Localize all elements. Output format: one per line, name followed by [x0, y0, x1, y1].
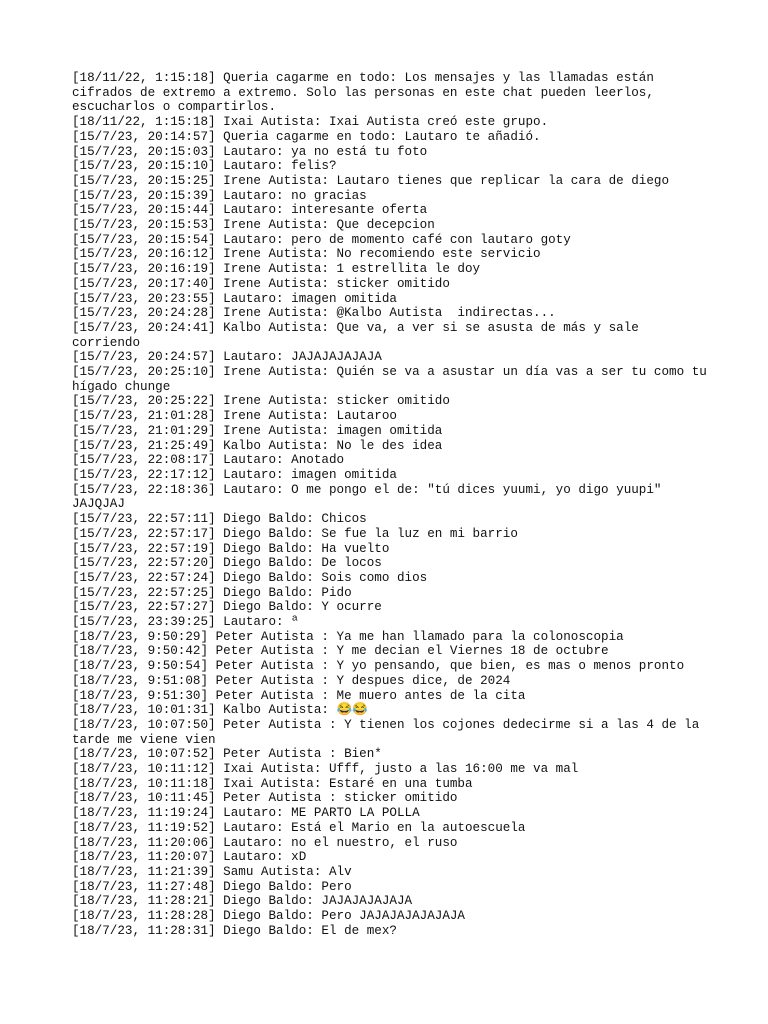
- chat-line: [15/7/23, 20:23:55] Lautaro: imagen omitida: [72, 291, 397, 306]
- chat-line: [15/7/23, 20:17:40] Irene Autista: sticker omitido: [72, 276, 450, 291]
- chat-line: [18/7/23, 10:11:18] Ixai Autista: Estaré en una tumba: [72, 776, 473, 791]
- chat-line: [15/7/23, 20:15:53] Irene Autista: Que decepcion: [72, 218, 435, 233]
- chat-line: [15/7/23, 20:15:25] Irene Autista: Lautaro tienes que replicar la cara de diego: [72, 173, 670, 188]
- chat-line: [18/7/23, 11:20:06] Lautaro: no el nuestro, el ruso: [72, 835, 458, 850]
- chat-line: [15/7/23, 22:08:17] Lautaro: Anotado: [72, 453, 345, 468]
- chat-line: [15/7/23, 20:25:22] Irene Autista: sticker omitido: [72, 394, 450, 409]
- chat-line: [18/7/23, 9:50:54] Peter Autista : Y yo pensando, que bien, es mas o menos pronto: [72, 659, 685, 674]
- chat-line: [15/7/23, 20:24:41] Kalbo Autista: Que va, a ver si se asusta de más y sale corriendo: [72, 320, 647, 350]
- chat-line: [15/7/23, 22:57:25] Diego Baldo: Pido: [72, 585, 352, 600]
- chat-line: [15/7/23, 20:15:03] Lautaro: ya no está tu foto: [72, 144, 428, 159]
- chat-line: [15/7/23, 20:24:28] Irene Autista: @Kalbo Autista indirectas...: [72, 306, 556, 321]
- chat-line: [15/7/23, 22:57:11] Diego Baldo: Chicos: [72, 512, 367, 527]
- chat-line: [15/7/23, 22:18:36] Lautaro: O me pongo el de: "tú dices yuumi, yo digo yuupi" JAJQJAJ: [72, 482, 670, 512]
- chat-line: [15/7/23, 22:17:12] Lautaro: imagen omitida: [72, 467, 397, 482]
- chat-line: [18/7/23, 11:19:24] Lautaro: ME PARTO LA POLLA: [72, 806, 420, 821]
- chat-line: [15/7/23, 20:24:57] Lautaro: JAJAJAJAJAJA: [72, 350, 382, 365]
- chat-line: [15/7/23, 21:01:28] Irene Autista: Lautaroo: [72, 409, 397, 424]
- chat-line: [15/7/23, 20:15:10] Lautaro: felis?: [72, 159, 337, 174]
- chat-line: [18/7/23, 11:20:07] Lautaro: xD: [72, 850, 307, 865]
- chat-line: [18/7/23, 11:28:31] Diego Baldo: El de mex?: [72, 923, 397, 938]
- chat-line: [15/7/23, 22:57:17] Diego Baldo: Se fue la luz en mi barrio: [72, 526, 518, 541]
- chat-transcript: [72, 71, 715, 938]
- chat-line: [18/7/23, 11:27:48] Diego Baldo: Pero: [72, 879, 352, 894]
- chat-line: [15/7/23, 21:25:49] Kalbo Autista: No le des idea: [72, 438, 443, 453]
- chat-line: [18/7/23, 9:51:30] Peter Autista : Me muero antes de la cita: [72, 688, 526, 703]
- chat-line: [15/7/23, 22:57:27] Diego Baldo: Y ocurre: [72, 600, 382, 615]
- chat-line: [15/7/23, 20:25:10] Irene Autista: Quién se va a asustar un día vas a ser tu como tu hígado chunge: [72, 365, 715, 394]
- chat-line: [18/7/23, 10:07:50] Peter Autista : Y tienen los cojones dedecirme si a las 4 de la tarde me viene vien: [72, 717, 707, 747]
- chat-line: [15/7/23, 20:14:57] Queria cagarme en todo: Lautaro te añadió.: [72, 129, 541, 144]
- chat-line: [15/7/23, 20:15:44] Lautaro: interesante oferta: [72, 203, 428, 218]
- chat-line: [15/7/23, 20:16:12] Irene Autista: No recomiendo este servicio: [72, 247, 541, 262]
- chat-line: [15/7/23, 22:57:19] Diego Baldo: Ha vuelto: [72, 541, 390, 556]
- chat-line: [15/7/23, 22:57:24] Diego Baldo: Sois como dios: [72, 570, 428, 585]
- chat-line: [15/7/23, 22:57:20] Diego Baldo: De locos: [72, 556, 382, 571]
- chat-line: [18/7/23, 10:07:52] Peter Autista : Bien*: [72, 747, 382, 762]
- chat-line: [15/7/23, 20:15:54] Lautaro: pero de momento café con lautaro goty: [72, 232, 571, 247]
- chat-line: [18/7/23, 11:21:39] Samu Autista: Alv: [72, 864, 352, 879]
- chat-line: [15/7/23, 23:39:25] Lautaro: ª: [72, 615, 299, 630]
- chat-line: [18/7/23, 11:28:28] Diego Baldo: Pero JAJAJAJAJAJAJA: [72, 909, 465, 924]
- chat-line: [18/7/23, 9:50:29] Peter Autista : Ya me han llamado para la colonoscopia: [72, 629, 624, 644]
- chat-line: [18/11/22, 1:15:18] Ixai Autista: Ixai Autista creó este grupo.: [72, 115, 549, 130]
- chat-line: [18/7/23, 11:28:21] Diego Baldo: JAJAJAJAJAJA: [72, 894, 413, 909]
- chat-line: [18/7/23, 11:19:52] Lautaro: Está el Mario en la autoescuela: [72, 820, 526, 835]
- chat-line: [18/7/23, 9:50:42] Peter Autista : Y me decian el Viernes 18 de octubre: [72, 644, 609, 659]
- chat-line: [18/7/23, 9:51:08] Peter Autista : Y despues dice, de 2024: [72, 673, 511, 688]
- chat-line: [18/7/23, 10:11:12] Ixai Autista: Ufff, justo a las 16:00 me va mal: [72, 762, 579, 777]
- chat-line: [18/7/23, 10:11:45] Peter Autista : sticker omitido: [72, 791, 458, 806]
- chat-line: [15/7/23, 21:01:29] Irene Autista: imagen omitida: [72, 423, 443, 438]
- chat-line: [18/11/22, 1:15:18] Queria cagarme en todo: Los mensajes y las llamadas están cifrados de extremo a extremo. Solo las personas en este chat pueden leerlos, escucharlos o compartirlos.: [72, 71, 662, 115]
- chat-line: [15/7/23, 20:15:39] Lautaro: no gracias: [72, 188, 367, 203]
- chat-line: [18/7/23, 10:01:31] Kalbo Autista: 😂😂: [72, 703, 368, 718]
- chat-line: [15/7/23, 20:16:19] Irene Autista: 1 estrellita le doy: [72, 262, 481, 277]
